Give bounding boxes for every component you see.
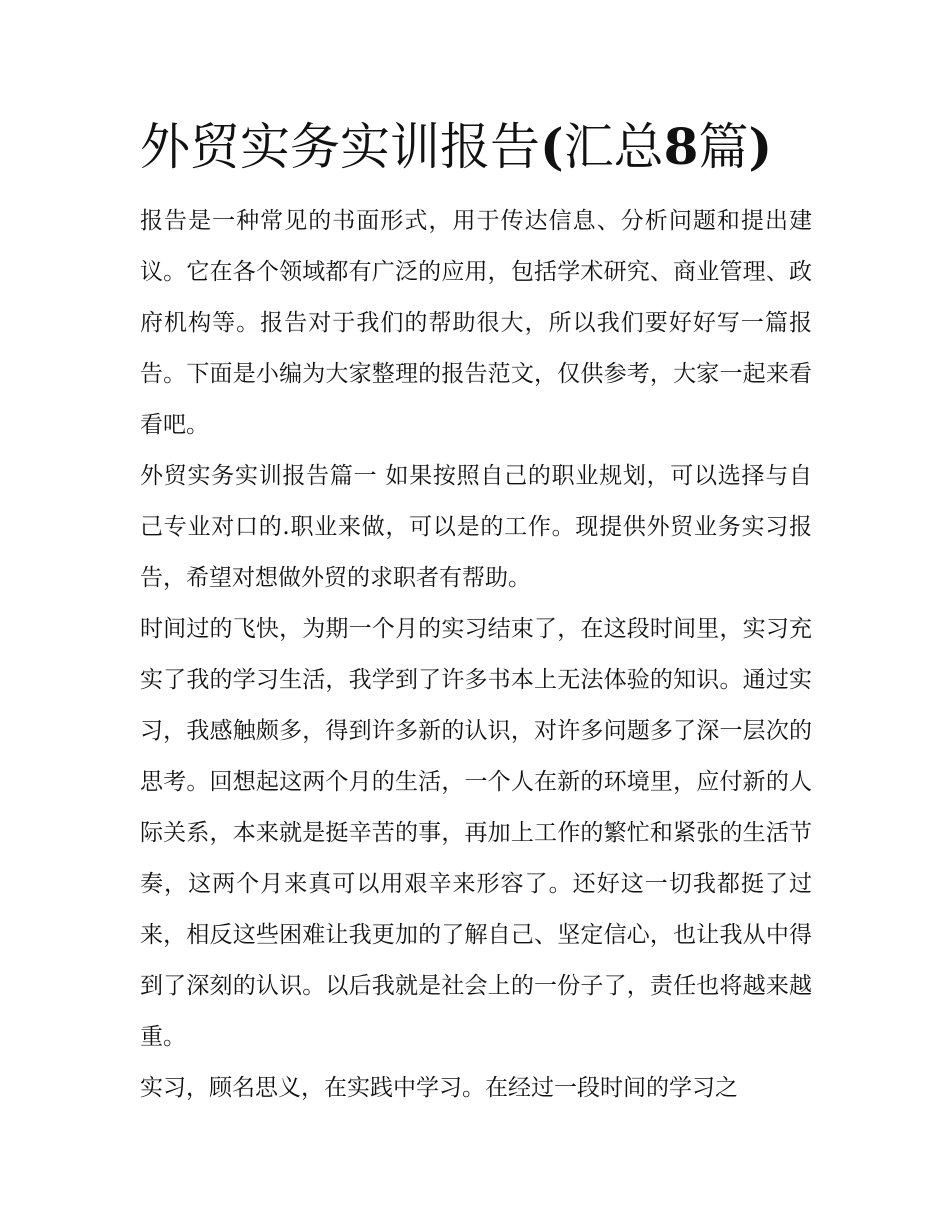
paragraph-internship-reflection: 时间过的飞快，为期一个月的实习结束了，在这段时间里，实习充实了我的学习生活，我学到了许多书本上无法体验的知识。通过实习，我感触颇多，得到许多新的认识，对许多问题多了深一层次的思考。回想起这两个月的生活，一个人在新的环境里，应付新的人际关系，本来就是挺辛苦的事，再加上工作的繁忙和紧张的生活节奏，这两个月来真可以用艰辛来形容了。还好这一切我都挺了过来，相反这些困难让我更加的了解自己、坚定信心，也让我从中得到了深刻的认识。以后我就是社会上的一份子了，责任也将越来越重。 <box>140 616 812 1050</box>
title-text-main: 外贸实务实训报告 <box>140 118 540 176</box>
title-open-paren: ( <box>540 117 564 176</box>
document-title <box>140 112 840 182</box>
paragraph-intro: 报告是一种常见的书面形式，用于传达信息、分析问题和提出建议。它在各个领域都有广泛的应用，包括学术研究、商业管理、政府机构等。报告对于我们的帮助很大，所以我们要好好写一篇报告。下面是小编为大家整理的报告范文，仅供参考，大家一起来看看吧。 <box>140 208 812 438</box>
paragraph-section-one: 外贸实务实训报告篇一 如果按照自己的职业规划，可以选择与自己专业对口的.职业来做，可以是的工作。现提供外贸业务实习报告，希望对想做外贸的求职者有帮助。 <box>140 463 812 591</box>
title-text-summary: 汇总 <box>563 118 664 176</box>
title-text-unit: 篇 <box>698 118 749 176</box>
document-body <box>140 196 812 1114</box>
title-count: 8 <box>663 117 699 176</box>
title-close-paren: ) <box>748 117 773 176</box>
paragraph-internship-meaning: 实习，顾名思义，在实践中学习。在经过一段时间的学习之 <box>140 1075 738 1101</box>
